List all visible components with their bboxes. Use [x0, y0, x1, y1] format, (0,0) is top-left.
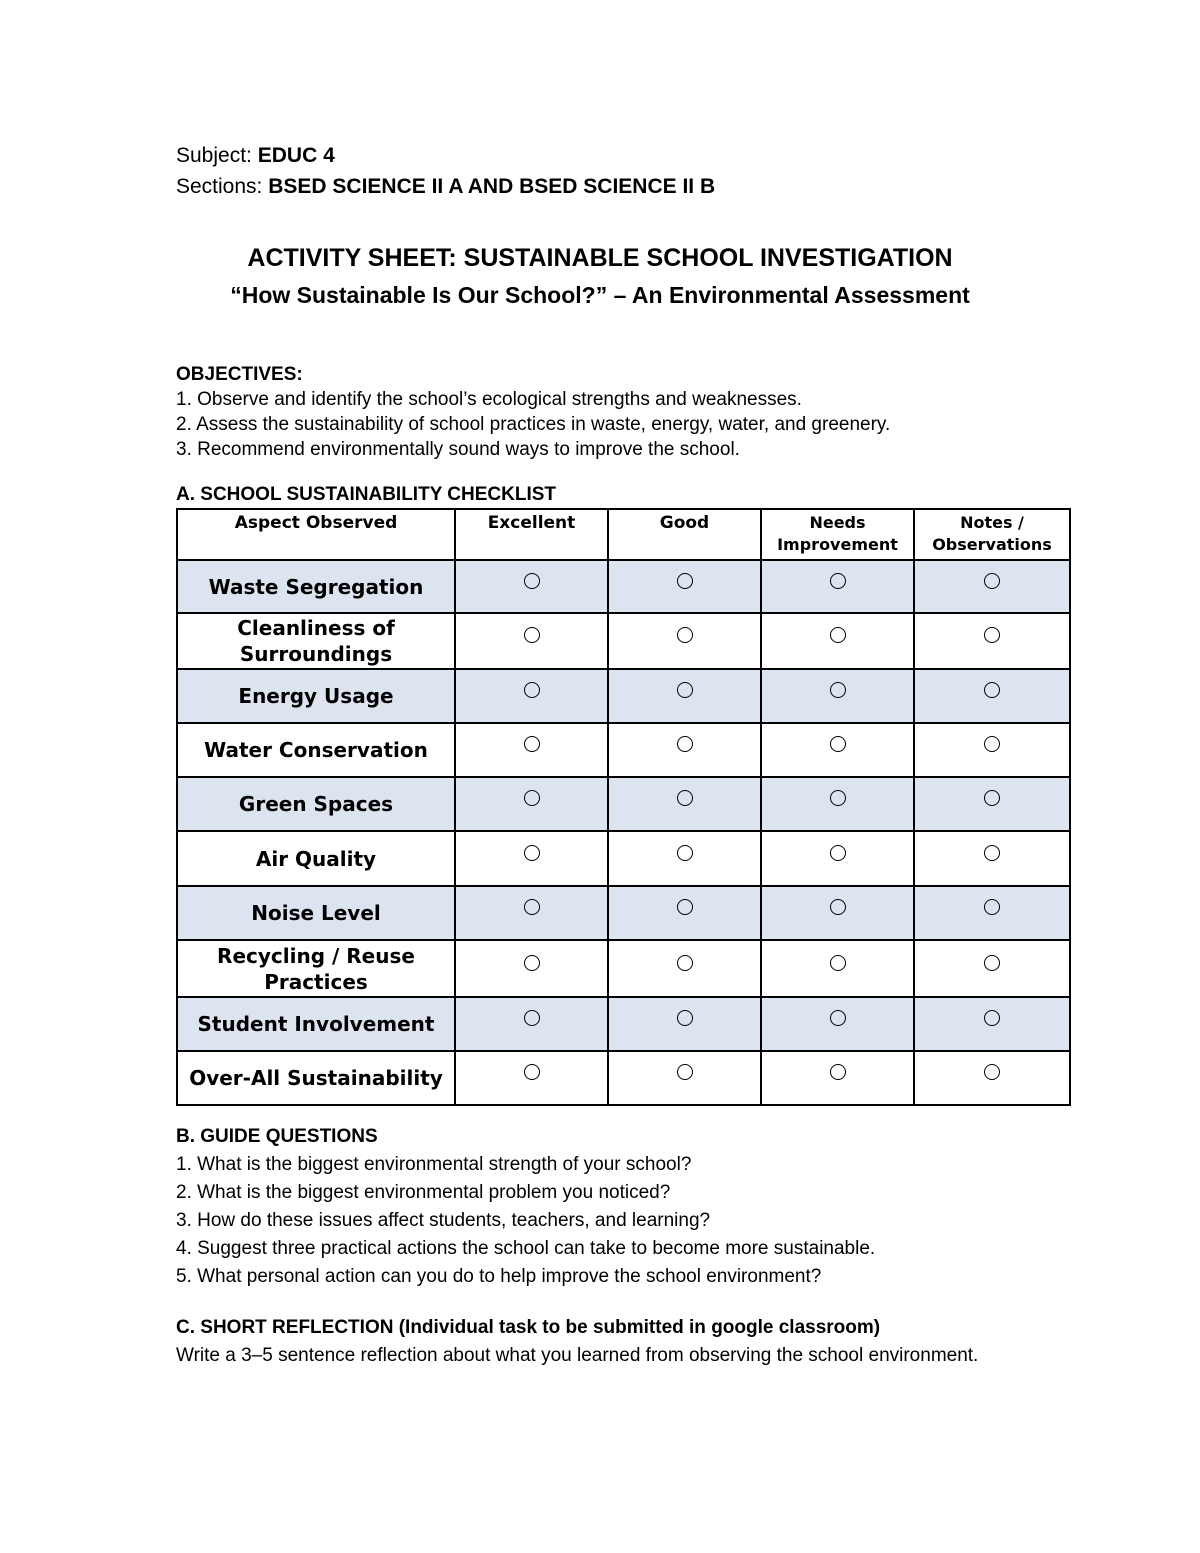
guide-question-item: 2. What is the biggest environmental problem you noticed? — [176, 1182, 671, 1203]
rating-cell — [455, 831, 608, 886]
column-header-notes: Notes / Observations — [914, 509, 1070, 560]
excellent-radio[interactable] — [524, 845, 540, 861]
sections-label: Sections: — [176, 175, 263, 198]
table-row — [177, 777, 1070, 831]
needs-improvement-radio[interactable] — [830, 573, 846, 589]
needs-improvement-radio[interactable] — [830, 736, 846, 752]
column-header-good: Good — [608, 509, 761, 560]
reflection-section — [176, 1314, 1016, 1370]
aspect-cell: Water Conservation — [177, 723, 455, 777]
notes-radio[interactable] — [984, 736, 1000, 752]
rating-cell — [914, 723, 1070, 777]
good-radio[interactable] — [677, 682, 693, 698]
rating-cell — [761, 831, 914, 886]
good-radio[interactable] — [677, 955, 693, 971]
excellent-radio[interactable] — [524, 736, 540, 752]
notes-radio[interactable] — [984, 899, 1000, 915]
notes-radio[interactable] — [984, 845, 1000, 861]
guide-questions-section — [176, 1123, 875, 1291]
objective-item: 2. Assess the sustainability of school practices in waste, energy, water, and greenery. — [176, 414, 891, 435]
rating-cell — [914, 940, 1070, 997]
guide-question-item: 4. Suggest three practical actions the school can take to become more sustainable. — [176, 1238, 876, 1259]
excellent-radio[interactable] — [524, 627, 540, 643]
notes-radio[interactable] — [984, 1010, 1000, 1026]
excellent-radio[interactable] — [524, 790, 540, 806]
excellent-radio[interactable] — [524, 1010, 540, 1026]
needs-improvement-radio[interactable] — [830, 845, 846, 861]
notes-radio[interactable] — [984, 955, 1000, 971]
needs-improvement-radio[interactable] — [830, 955, 846, 971]
rating-cell — [914, 613, 1070, 669]
rating-cell — [914, 669, 1070, 723]
rating-cell — [608, 777, 761, 831]
aspect-cell: Waste Segregation — [177, 560, 455, 613]
rating-cell — [608, 940, 761, 997]
subject-label: Subject: — [176, 144, 252, 167]
table-row — [177, 1051, 1070, 1105]
sections-value: BSED SCIENCE II A AND BSED SCIENCE II B — [268, 175, 716, 198]
rating-cell — [914, 560, 1070, 613]
rating-cell — [914, 886, 1070, 940]
sections-line — [176, 175, 715, 199]
column-header-needs-improvement: Needs Improvement — [761, 509, 914, 560]
needs-improvement-radio[interactable] — [830, 1064, 846, 1080]
needs-improvement-radio[interactable] — [830, 627, 846, 643]
rating-cell — [761, 777, 914, 831]
good-radio[interactable] — [677, 845, 693, 861]
rating-cell — [914, 777, 1070, 831]
objectives-heading: OBJECTIVES: — [176, 364, 303, 385]
rating-cell — [455, 777, 608, 831]
aspect-cell: Cleanliness of Surroundings — [177, 613, 455, 669]
column-header-aspect: Aspect Observed — [177, 509, 455, 560]
needs-improvement-radio[interactable] — [830, 682, 846, 698]
aspect-cell: Student Involvement — [177, 997, 455, 1051]
rating-cell — [608, 831, 761, 886]
objective-item: 1. Observe and identify the school’s ecological strengths and weaknesses. — [176, 389, 802, 410]
aspect-cell: Over-All Sustainability — [177, 1051, 455, 1105]
excellent-radio[interactable] — [524, 682, 540, 698]
subject-line — [176, 144, 335, 168]
aspect-cell: Green Spaces — [177, 777, 455, 831]
objective-item: 3. Recommend environmentally sound ways to improve the school. — [176, 439, 740, 460]
notes-radio[interactable] — [984, 790, 1000, 806]
rating-cell — [455, 613, 608, 669]
aspect-cell: Energy Usage — [177, 669, 455, 723]
notes-radio[interactable] — [984, 1064, 1000, 1080]
excellent-radio[interactable] — [524, 899, 540, 915]
table-row — [177, 997, 1070, 1051]
reflection-instructions: Write a 3–5 sentence reflection about what you learned from observing the school environment. — [176, 1345, 979, 1366]
rating-cell — [761, 997, 914, 1051]
rating-cell — [608, 997, 761, 1051]
rating-cell — [761, 613, 914, 669]
rating-cell — [455, 940, 608, 997]
needs-improvement-radio[interactable] — [830, 1010, 846, 1026]
good-radio[interactable] — [677, 1064, 693, 1080]
good-radio[interactable] — [677, 899, 693, 915]
guide-question-item: 3. How do these issues affect students, teachers, and learning? — [176, 1210, 711, 1231]
table-row — [177, 613, 1070, 669]
rating-cell — [761, 560, 914, 613]
notes-radio[interactable] — [984, 573, 1000, 589]
guide-questions-heading: B. GUIDE QUESTIONS — [176, 1126, 378, 1147]
rating-cell — [608, 560, 761, 613]
needs-improvement-radio[interactable] — [830, 790, 846, 806]
rating-cell — [761, 1051, 914, 1105]
aspect-cell: Air Quality — [177, 831, 455, 886]
table-row — [177, 669, 1070, 723]
sustainability-checklist-table — [176, 508, 1071, 1106]
guide-question-item: 5. What personal action can you do to help improve the school environment? — [176, 1266, 822, 1287]
good-radio[interactable] — [677, 736, 693, 752]
rating-cell — [608, 886, 761, 940]
rating-cell — [608, 1051, 761, 1105]
aspect-cell: Noise Level — [177, 886, 455, 940]
guide-question-item: 1. What is the biggest environmental strength of your school? — [176, 1154, 692, 1175]
rating-cell — [608, 669, 761, 723]
excellent-radio[interactable] — [524, 573, 540, 589]
rating-cell — [761, 940, 914, 997]
rating-cell — [608, 723, 761, 777]
subject-value: EDUC 4 — [257, 144, 335, 167]
rating-cell — [914, 1051, 1070, 1105]
rating-cell — [761, 669, 914, 723]
rating-cell — [455, 560, 608, 613]
rating-cell — [455, 886, 608, 940]
good-radio[interactable] — [677, 573, 693, 589]
notes-radio[interactable] — [984, 682, 1000, 698]
rating-cell — [761, 886, 914, 940]
good-radio[interactable] — [677, 790, 693, 806]
page-subtitle: “How Sustainable Is Our School?” – An Environmental Assessment — [230, 282, 970, 308]
rating-cell — [914, 997, 1070, 1051]
table-header-row — [177, 509, 1070, 560]
rating-cell — [761, 723, 914, 777]
rating-cell — [455, 723, 608, 777]
table-row — [177, 560, 1070, 613]
checklist-heading: A. SCHOOL SUSTAINABILITY CHECKLIST — [176, 484, 557, 505]
good-radio[interactable] — [677, 627, 693, 643]
objectives-section — [176, 362, 890, 462]
column-header-excellent: Excellent — [455, 509, 608, 560]
notes-radio[interactable] — [984, 627, 1000, 643]
table-row — [177, 831, 1070, 886]
needs-improvement-radio[interactable] — [830, 899, 846, 915]
reflection-heading: C. SHORT REFLECTION (Individual task to be submitted in google classroom) — [176, 1317, 881, 1338]
table-row — [177, 723, 1070, 777]
page-title: ACTIVITY SHEET: SUSTAINABLE SCHOOL INVESTIGATION — [247, 244, 953, 272]
aspect-cell: Recycling / Reuse Practices — [177, 940, 455, 997]
table-row — [177, 886, 1070, 940]
good-radio[interactable] — [677, 1010, 693, 1026]
table-row — [177, 940, 1070, 997]
rating-cell — [914, 831, 1070, 886]
excellent-radio[interactable] — [524, 1064, 540, 1080]
rating-cell — [455, 669, 608, 723]
rating-cell — [455, 1051, 608, 1105]
rating-cell — [608, 613, 761, 669]
excellent-radio[interactable] — [524, 955, 540, 971]
rating-cell — [455, 997, 608, 1051]
